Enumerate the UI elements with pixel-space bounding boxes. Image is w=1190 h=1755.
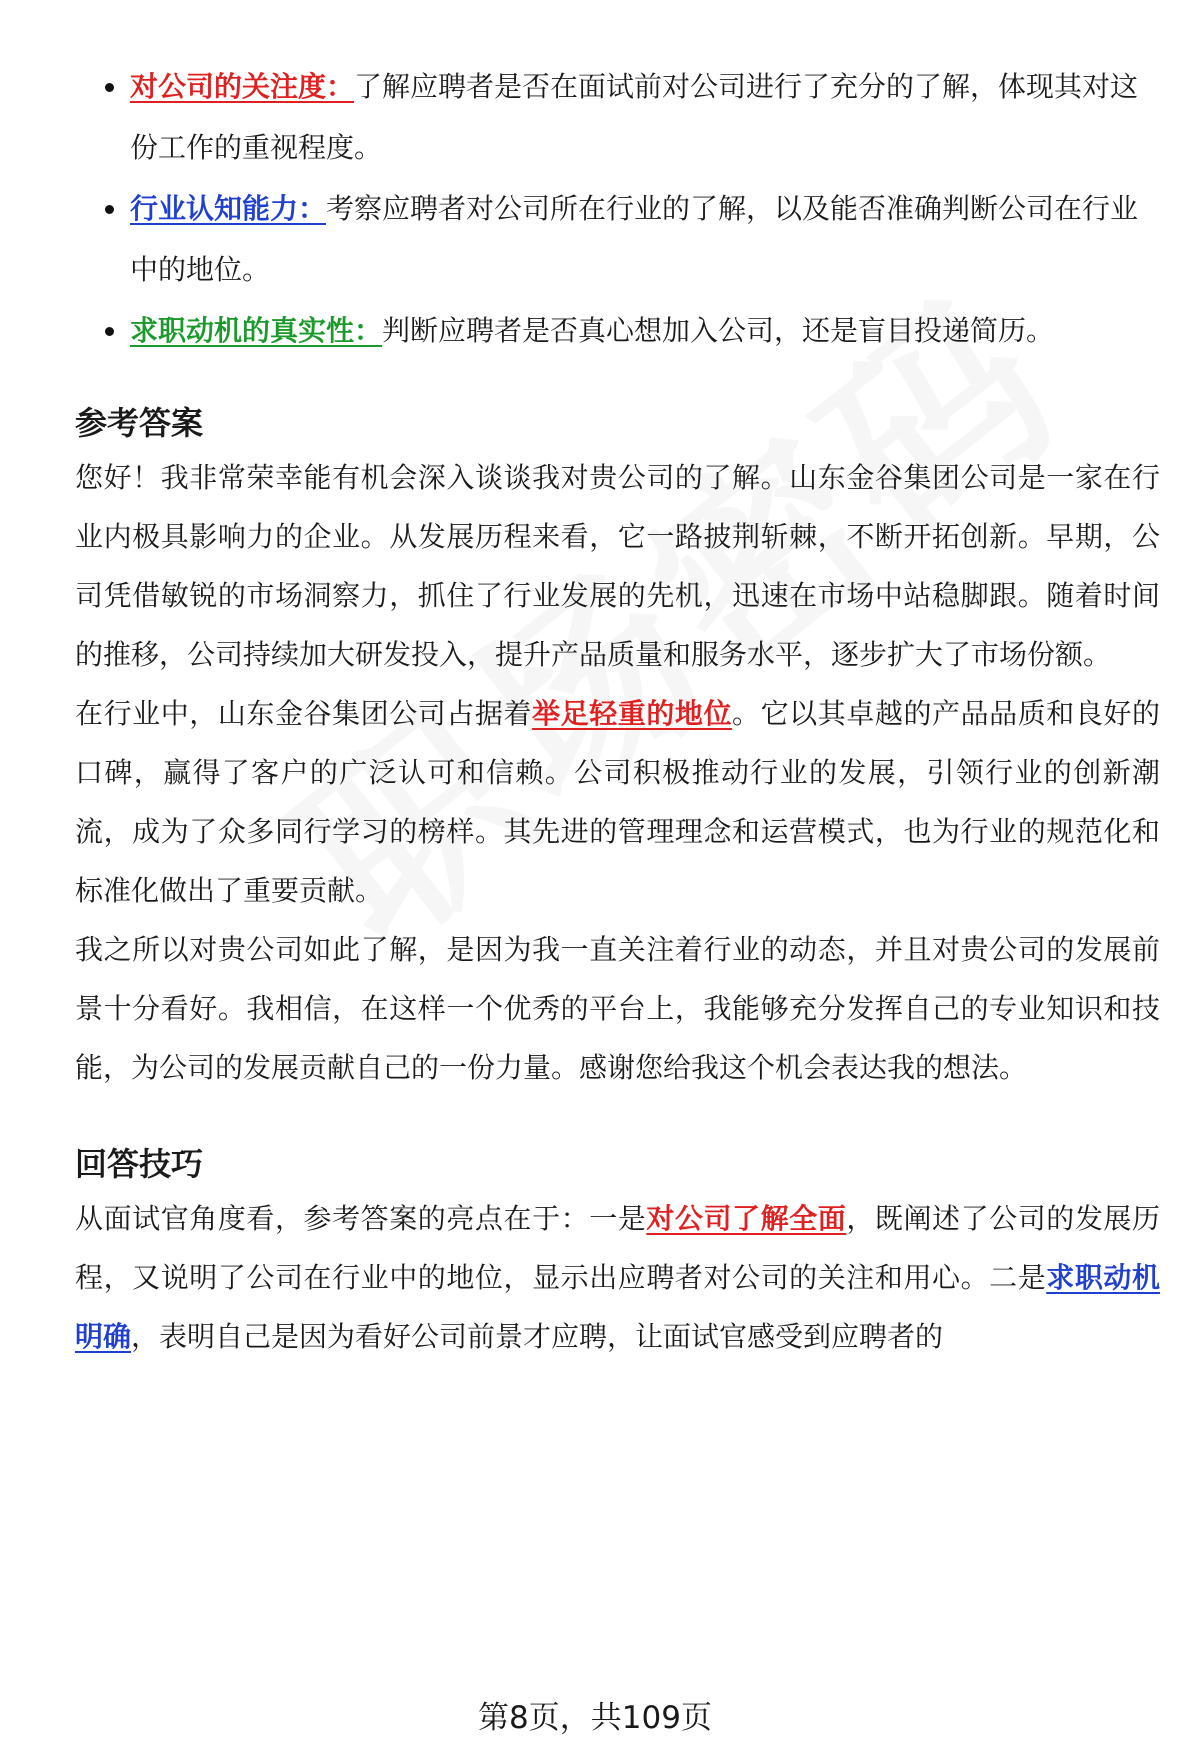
page-number-footer: 第8页，共109页 [478,1700,712,1736]
paragraph-text: ，表明自己是因为看好公司前景才应聘，让面试官感受到应聘者的 [131,1320,944,1353]
tips-paragraph [75,1189,1160,1366]
bullet-text: 了解应聘者是否在面试前对公司进行了充分的了解，体现其对这份工作的重视程度。 [130,70,1139,164]
page-content [75,56,1160,1366]
paragraph-text: 从面试官角度看，参考答案的亮点在于：一是 [75,1202,647,1235]
paragraph-text: 。它以其卓越的产品品质和良好的口碑，赢得了客户的广泛认可和信赖。公司积极推动行业的发展，引领行业的创新潮流，成为了众多同行学习的榜样。其先进的管理理念和运营模式，也为行业的规范化和标准化做出了重要贡献。 [75,697,1160,907]
list-item [75,56,1160,178]
bullet-text: 考察应聘者对公司所在行业的了解，以及能否准确判断公司在行业中的地位。 [130,192,1139,286]
paragraph-text: ，既阐述了公司的发展历程，又说明了公司在行业中的地位，显示出应聘者对公司的关注和用心。二是 [75,1202,1160,1294]
list-item [75,300,1160,361]
bullet-keyword: 行业认知能力： [130,192,327,225]
bullet-keyword: 求职动机的真实性： [130,314,383,347]
answer-paragraph-1: 您好！我非常荣幸能有机会深入谈谈我对贵公司的了解。山东金谷集团公司是一家在行业内极具影响力的企业。从发展历程来看，它一路披荆斩棘，不断开拓创新。早期，公司凭借敏锐的市场洞察力，抓住了行业发展的先机，迅速在市场中站稳脚跟。随着时间的推移，公司持续加大研发投入，提升产品质量和服务水平，逐步扩大了市场份额。 [75,461,1160,671]
section-heading-answer: 参考答案 [75,404,204,442]
highlight-keyword: 举足轻重的地位 [532,697,733,730]
answer-paragraph-3: 我之所以对贵公司如此了解，是因为我一直关注着行业的动态，并且对贵公司的发展前景十分看好。我相信，在这样一个优秀的平台上，我能够充分发挥自己的专业知识和技能，为公司的发展贡献自己的一份力量。感谢您给我这个机会表达我的想法。 [75,933,1160,1084]
list-item [75,178,1160,300]
paragraph-text: 在行业中，山东金谷集团公司占据着 [75,697,533,730]
answer-paragraph-2 [75,684,1160,920]
highlight-keyword: 对公司了解全面 [646,1202,847,1235]
bullet-keyword: 对公司的关注度： [130,70,355,103]
section-heading-tips: 回答技巧 [75,1145,204,1183]
bullet-text: 判断应聘者是否真心想加入公司，还是盲目投递简历。 [382,314,1055,347]
highlight-keyword: 求职动机明确 [75,1261,1160,1353]
evaluation-points-list [75,56,1160,361]
